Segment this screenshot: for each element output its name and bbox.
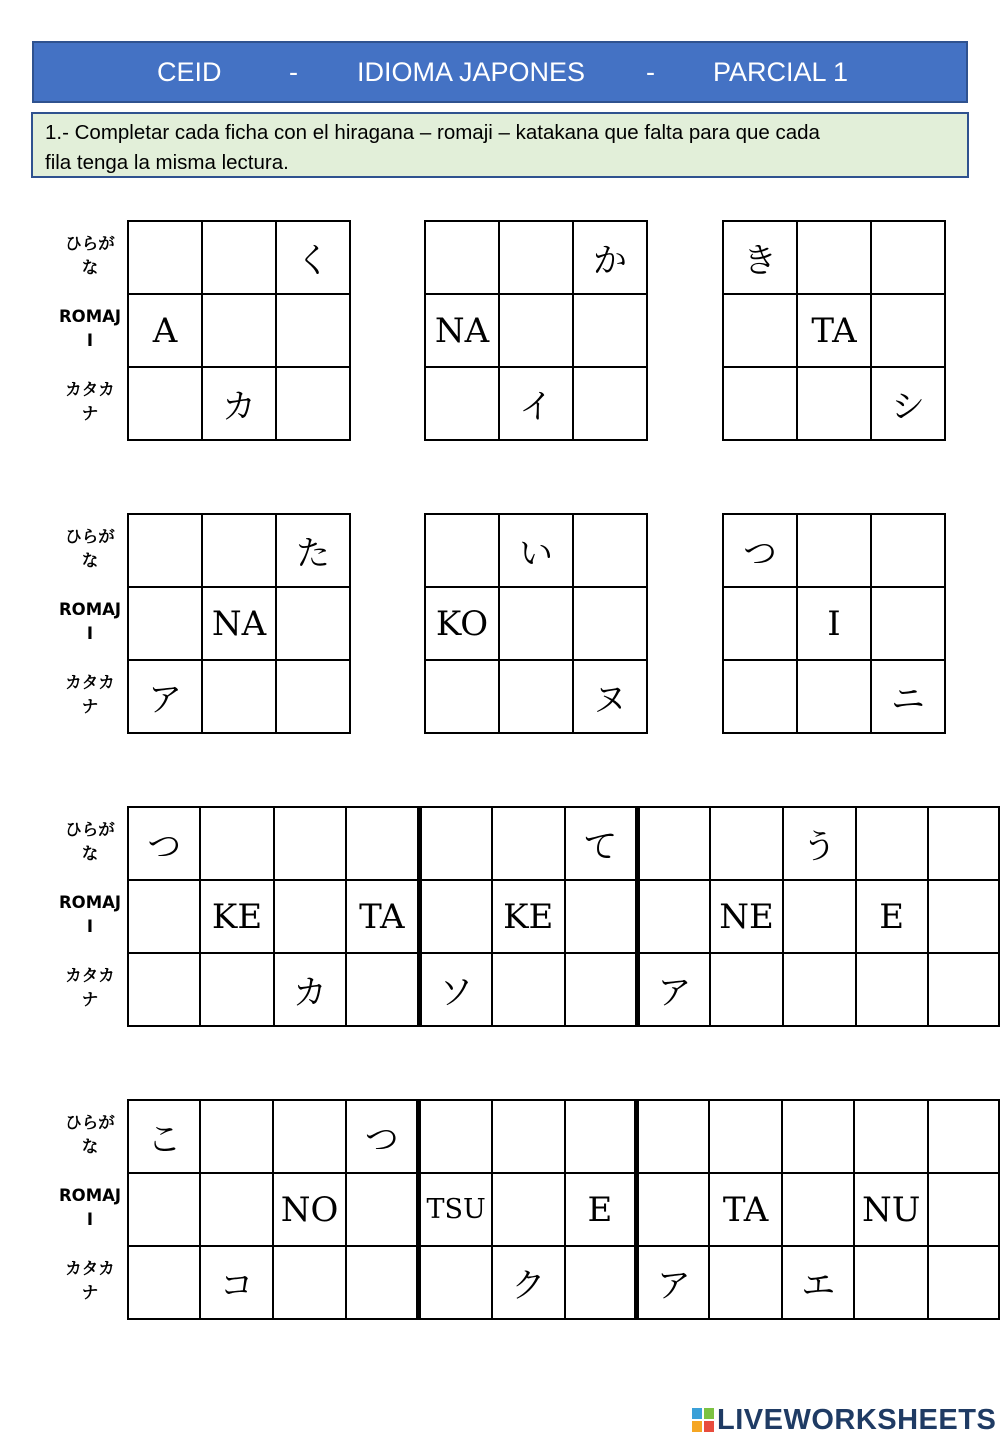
given-cell: ヌ	[573, 660, 647, 733]
kana-grid-6	[722, 513, 946, 734]
row-label-katakana	[52, 378, 128, 426]
given-cell: シ	[871, 367, 945, 440]
answer-cell[interactable]	[797, 660, 871, 733]
row-label-katakana-part: ナ	[81, 1283, 99, 1302]
grid-row-katakana	[128, 660, 350, 733]
given-cell: NU	[854, 1173, 927, 1246]
answer-cell[interactable]	[797, 514, 871, 587]
grid-row-hiragana	[425, 221, 647, 294]
row-label-romaji-part: I	[86, 331, 94, 350]
grid-row-katakana	[128, 1246, 999, 1319]
row-label-hiragana-part: な	[81, 258, 99, 277]
given-cell: て	[565, 807, 638, 880]
answer-cell[interactable]	[499, 660, 573, 733]
answer-cell[interactable]	[425, 514, 499, 587]
given-cell: つ	[346, 1100, 418, 1173]
given-cell: カ	[202, 367, 276, 440]
given-cell: い	[499, 514, 573, 587]
answer-cell[interactable]	[200, 1173, 272, 1246]
answer-cell[interactable]	[797, 367, 871, 440]
given-cell: う	[783, 807, 855, 880]
answer-cell[interactable]	[273, 1246, 346, 1319]
page-header	[32, 41, 968, 103]
given-cell: NE	[710, 880, 783, 953]
answer-cell[interactable]	[710, 953, 783, 1026]
answer-cell[interactable]	[128, 221, 202, 294]
answer-cell[interactable]	[565, 1100, 637, 1173]
given-cell: つ	[128, 807, 200, 880]
grid-row-katakana	[425, 367, 647, 440]
row-label-hiragana-part: な	[81, 844, 99, 863]
row-label-hiragana	[52, 818, 128, 866]
given-cell: ク	[492, 1246, 564, 1319]
answer-cell[interactable]	[276, 587, 350, 660]
row-label-romaji	[52, 598, 128, 646]
kana-grid-3	[722, 220, 946, 441]
given-cell: A	[128, 294, 202, 367]
grid-row-romaji	[128, 880, 999, 953]
answer-cell[interactable]	[274, 807, 346, 880]
grid-row-hiragana	[128, 1100, 999, 1173]
given-cell: KE	[200, 880, 273, 953]
answer-cell[interactable]	[202, 221, 276, 294]
answer-cell[interactable]	[928, 953, 999, 1026]
answer-cell[interactable]	[637, 880, 710, 953]
row-label-katakana-part: ナ	[81, 404, 99, 423]
answer-cell[interactable]	[723, 587, 797, 660]
grid-row-romaji	[128, 1173, 999, 1246]
grid-row-katakana	[723, 660, 945, 733]
grid-row-hiragana	[128, 221, 350, 294]
answer-cell[interactable]	[637, 807, 710, 880]
row-label-katakana-part: カタカ	[65, 673, 115, 692]
given-cell: KO	[425, 587, 499, 660]
given-cell: E	[856, 880, 928, 953]
given-cell: TA	[346, 880, 419, 953]
given-cell: ア	[637, 1246, 709, 1319]
answer-cell[interactable]	[128, 587, 202, 660]
answer-cell[interactable]	[573, 367, 647, 440]
given-cell: E	[565, 1173, 637, 1246]
given-cell: き	[723, 221, 797, 294]
answer-cell[interactable]	[128, 880, 200, 953]
answer-cell[interactable]	[346, 953, 419, 1026]
answer-cell[interactable]	[499, 294, 573, 367]
given-cell: エ	[782, 1246, 854, 1319]
answer-cell[interactable]	[200, 1100, 272, 1173]
row-label-romaji	[52, 891, 128, 939]
grid-row-hiragana	[128, 807, 999, 880]
answer-cell[interactable]	[202, 294, 276, 367]
row-label-hiragana	[52, 525, 128, 573]
instructions-line-1: 1.- Completar cada ficha con el hiragana – romaji – katakana que falta para que cada	[45, 121, 820, 144]
given-cell: か	[573, 221, 647, 294]
answer-cell[interactable]	[573, 514, 647, 587]
grid-row-katakana	[128, 953, 999, 1026]
row-label-katakana	[52, 671, 128, 719]
answer-cell[interactable]	[200, 807, 273, 880]
grid-row-romaji	[425, 587, 647, 660]
given-cell: NA	[202, 587, 276, 660]
row-label-romaji-part: I	[86, 917, 94, 936]
given-cell: TA	[709, 1173, 782, 1246]
row-label-katakana-part: カタカ	[65, 380, 115, 399]
answer-cell[interactable]	[573, 294, 647, 367]
answer-cell[interactable]	[871, 514, 945, 587]
answer-cell[interactable]	[783, 880, 855, 953]
given-cell: ア	[128, 660, 202, 733]
row-label-hiragana-part: ひらが	[65, 1113, 115, 1132]
row-label-katakana-part: カタカ	[65, 1259, 115, 1278]
instructions-box	[31, 112, 969, 178]
header-exam: PARCIAL 1	[713, 57, 849, 87]
answer-cell[interactable]	[782, 1173, 854, 1246]
answer-cell[interactable]	[273, 1100, 346, 1173]
answer-cell[interactable]	[492, 807, 565, 880]
row-label-hiragana-part: ひらが	[65, 234, 115, 253]
given-cell: TSU	[419, 1173, 493, 1246]
given-cell: I	[797, 587, 871, 660]
answer-cell[interactable]	[276, 660, 350, 733]
given-cell: ニ	[871, 660, 945, 733]
given-cell: カ	[274, 953, 346, 1026]
answer-cell[interactable]	[128, 1246, 200, 1319]
answer-cell[interactable]	[573, 587, 647, 660]
grid-row-katakana	[425, 660, 647, 733]
answer-cell[interactable]	[200, 953, 273, 1026]
answer-cell[interactable]	[492, 1173, 564, 1246]
answer-cell[interactable]	[565, 1246, 637, 1319]
kana-grid-5	[424, 513, 648, 734]
row-label-romaji-part: ROMAJ	[58, 307, 122, 326]
liveworksheets-logo-icon	[692, 1408, 714, 1432]
row-label-katakana-part: カタカ	[65, 966, 115, 985]
given-cell: つ	[723, 514, 797, 587]
row-label-katakana	[52, 1257, 128, 1305]
answer-cell[interactable]	[782, 1100, 854, 1173]
answer-cell[interactable]	[202, 660, 276, 733]
answer-cell[interactable]	[928, 1100, 999, 1173]
header-separator-2: -	[646, 57, 655, 87]
given-cell: こ	[128, 1100, 200, 1173]
given-cell: TA	[797, 294, 871, 367]
grid-row-katakana	[723, 367, 945, 440]
answer-cell[interactable]	[928, 807, 999, 880]
row-label-hiragana-part: な	[81, 1137, 99, 1156]
row-label-romaji	[52, 1184, 128, 1232]
answer-cell[interactable]	[637, 1173, 709, 1246]
instructions-line-2: fila tenga la misma lectura.	[45, 151, 289, 174]
given-cell: コ	[200, 1246, 272, 1319]
grid-row-hiragana	[723, 221, 945, 294]
grid-row-katakana	[128, 367, 350, 440]
answer-cell[interactable]	[499, 221, 573, 294]
grid-row-romaji	[128, 587, 350, 660]
kana-grid-1	[127, 220, 351, 441]
given-cell: KE	[492, 880, 565, 953]
row-label-romaji	[52, 305, 128, 353]
answer-cell[interactable]	[928, 1246, 999, 1319]
answer-cell[interactable]	[871, 587, 945, 660]
answer-cell[interactable]	[346, 807, 419, 880]
kana-grid-4	[127, 513, 351, 734]
answer-cell[interactable]	[274, 880, 346, 953]
given-cell: く	[276, 221, 350, 294]
row-label-romaji-part: I	[86, 1210, 94, 1229]
answer-cell[interactable]	[128, 1173, 200, 1246]
answer-cell[interactable]	[419, 880, 492, 953]
header-school: CEID	[157, 57, 222, 87]
row-label-hiragana	[52, 1111, 128, 1159]
row-label-hiragana	[52, 232, 128, 280]
answer-cell[interactable]	[856, 953, 928, 1026]
answer-cell[interactable]	[425, 660, 499, 733]
answer-cell[interactable]	[425, 367, 499, 440]
grid-row-romaji	[723, 294, 945, 367]
liveworksheets-brand: LIVEWORKSHEETS	[717, 1403, 997, 1436]
answer-cell[interactable]	[797, 221, 871, 294]
kana-grid-7	[127, 806, 1000, 1027]
liveworksheets-logo	[692, 1404, 996, 1436]
header-subject: IDIOMA JAPONES	[357, 57, 586, 87]
answer-cell[interactable]	[871, 221, 945, 294]
header-separator-1: -	[289, 57, 298, 87]
answer-cell[interactable]	[723, 294, 797, 367]
row-label-romaji-part: ROMAJ	[58, 600, 122, 619]
answer-cell[interactable]	[128, 953, 200, 1026]
answer-cell[interactable]	[276, 294, 350, 367]
answer-cell[interactable]	[492, 953, 565, 1026]
row-label-katakana-part: ナ	[81, 697, 99, 716]
answer-cell[interactable]	[425, 221, 499, 294]
kana-grid-2	[424, 220, 648, 441]
answer-cell[interactable]	[202, 514, 276, 587]
answer-cell[interactable]	[565, 880, 638, 953]
answer-cell[interactable]	[709, 1100, 782, 1173]
given-cell: NO	[273, 1173, 346, 1246]
answer-cell[interactable]	[854, 1246, 927, 1319]
kana-grid-8	[127, 1099, 1000, 1320]
answer-cell[interactable]	[928, 880, 999, 953]
answer-cell[interactable]	[709, 1246, 782, 1319]
answer-cell[interactable]	[854, 1100, 927, 1173]
answer-cell[interactable]	[783, 953, 855, 1026]
answer-cell[interactable]	[710, 807, 783, 880]
answer-cell[interactable]	[128, 367, 202, 440]
answer-cell[interactable]	[492, 1100, 564, 1173]
answer-cell[interactable]	[856, 807, 928, 880]
answer-cell[interactable]	[723, 367, 797, 440]
given-cell: NA	[425, 294, 499, 367]
grid-row-romaji	[425, 294, 647, 367]
answer-cell[interactable]	[419, 1246, 493, 1319]
row-label-katakana-part: ナ	[81, 990, 99, 1009]
answer-cell[interactable]	[499, 587, 573, 660]
answer-cell[interactable]	[723, 660, 797, 733]
grid-row-hiragana	[425, 514, 647, 587]
row-label-hiragana-part: ひらが	[65, 527, 115, 546]
row-label-hiragana-part: な	[81, 551, 99, 570]
answer-cell[interactable]	[346, 1246, 418, 1319]
answer-cell[interactable]	[276, 367, 350, 440]
answer-cell[interactable]	[871, 294, 945, 367]
given-cell: ソ	[419, 953, 492, 1026]
row-label-hiragana-part: ひらが	[65, 820, 115, 839]
answer-cell[interactable]	[565, 953, 638, 1026]
row-label-romaji-part: ROMAJ	[58, 893, 122, 912]
given-cell: た	[276, 514, 350, 587]
grid-row-hiragana	[128, 514, 350, 587]
row-label-katakana	[52, 964, 128, 1012]
grid-row-romaji	[128, 294, 350, 367]
answer-cell[interactable]	[128, 514, 202, 587]
given-cell: ア	[637, 953, 710, 1026]
grid-row-romaji	[723, 587, 945, 660]
grid-row-hiragana	[723, 514, 945, 587]
answer-cell[interactable]	[928, 1173, 999, 1246]
answer-cell[interactable]	[419, 1100, 493, 1173]
row-label-romaji-part: I	[86, 624, 94, 643]
row-label-romaji-part: ROMAJ	[58, 1186, 122, 1205]
given-cell: イ	[499, 367, 573, 440]
answer-cell[interactable]	[637, 1100, 709, 1173]
answer-cell[interactable]	[419, 807, 492, 880]
answer-cell[interactable]	[346, 1173, 418, 1246]
